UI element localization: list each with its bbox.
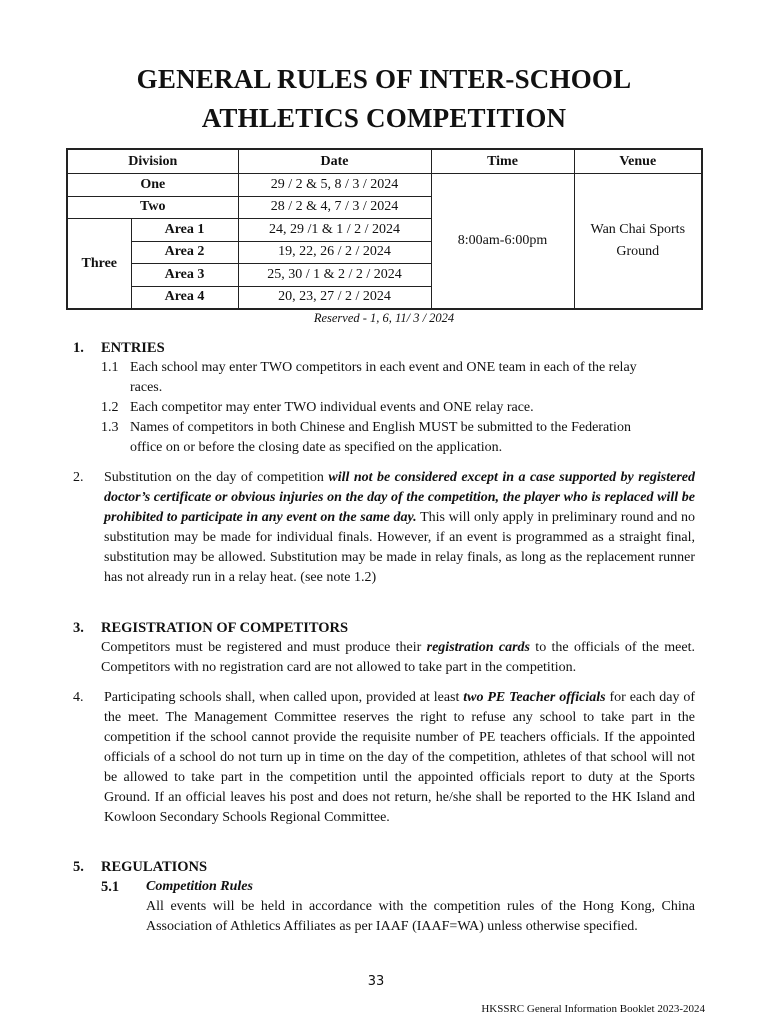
reserved-dates-note: Reserved - 1, 6, 11/ 3 / 2024 <box>313 311 455 325</box>
section-4-number: 4. <box>73 690 84 705</box>
item-1-1-text <box>130 358 700 398</box>
area-label: Area 1 <box>131 219 238 242</box>
division-one: One <box>67 174 238 197</box>
header-division: Division <box>67 149 238 174</box>
venue-line-1: Wan Chai Sports <box>590 222 686 237</box>
section-2-emphasis: will not be considered except in a case supported by registered doctor’s certificate or obvious injuries on the day of the competition, the player who is replaced will be prohibited to participate in any event on the same day. <box>104 470 695 525</box>
section-3-text-c: to the officials of the meet. Competitors with no registration card are not allowed to take part in the competition. <box>101 640 696 675</box>
header-time: Time <box>431 149 574 174</box>
section-3-number: 3. <box>73 620 84 636</box>
table-row <box>67 174 702 197</box>
item-1-1-line1: Each school may enter TWO competitors in each event and ONE team in each of the relay <box>130 360 637 375</box>
page-title-line-2: ATHLETICS COMPETITION <box>201 103 567 133</box>
section-3-heading: REGISTRATION OF COMPETITORS <box>101 620 349 636</box>
section-2-text-a: Substitution on the day of competition <box>104 470 329 485</box>
page-title-line-1: GENERAL RULES OF INTER-SCHOOL <box>136 64 632 94</box>
date-one: 29 / 2 & 5, 8 / 3 / 2024 <box>238 174 431 197</box>
page-number: 33 <box>367 974 385 989</box>
area-date: 24, 29 /1 & 1 / 2 / 2024 <box>238 219 431 242</box>
division-three: Three <box>67 219 131 310</box>
area-date: 20, 23, 27 / 2 / 2024 <box>238 286 431 309</box>
section-2-paragraph <box>104 468 695 588</box>
item-1-1-number: 1.1 <box>101 360 119 375</box>
subsection-5-1-heading: Competition Rules <box>146 879 253 894</box>
section-4-text-c: for each day of the meet. The Management Committee reserves the right to refuse any school to take part in the competition if the school cannot provide the requisite number of PE teachers officials. If the appointed officials of a school do not turn up in time on the day of the competition, athletes of that school will not be allowed to take part in the competition until the appointed officials report to duty at the Sports Ground. If an official leaves his post and does not return, he/she shall be reported to the HK Island and Kowloon Secondary Schools Regional Committee. <box>104 690 696 825</box>
subsection-5-1-number: 5.1 <box>101 879 120 895</box>
table-header-row <box>67 149 702 174</box>
footer-text: HKSSRC General Information Booklet 2023-2024 <box>481 1003 705 1015</box>
section-4-emphasis: two PE Teacher officials <box>463 690 606 705</box>
item-1-3-line1: Names of competitors in both Chinese and English MUST be submitted to the Federation <box>130 420 631 435</box>
item-1-3-number: 1.3 <box>101 420 119 435</box>
schedule-table <box>66 148 703 310</box>
venue-line-2: Ground <box>616 244 660 259</box>
item-1-3-text <box>130 418 700 458</box>
header-date: Date <box>238 149 431 174</box>
section-3-emphasis: registration cards <box>426 640 530 655</box>
area-date: 19, 22, 26 / 2 / 2024 <box>238 241 431 264</box>
subsection-5-1-paragraph: All events will be held in accordance with the competition rules of the Hong Kong, China Association of Athletics Affiliates as per IAAF (IAAF=WA) unless otherwise specified. <box>146 899 695 934</box>
header-venue: Venue <box>574 149 702 174</box>
section-4-paragraph <box>104 688 695 828</box>
item-1-3-line2: office on or before the closing date as specified on the application. <box>130 440 503 455</box>
item-1-1-line2: races. <box>130 380 163 395</box>
time-cell: 8:00am-6:00pm <box>431 174 574 310</box>
section-2-number: 2. <box>73 470 84 485</box>
section-2-text-c: This will only apply in preliminary round and no substitution may be made for individual finals. However, if an event is programmed as a straight final, substitution may be allowed. Substitution may be made in relay finals, as long as the replacement runner has not already run in a relay heat. (see note 1.2) <box>104 510 695 585</box>
item-1-2-number: 1.2 <box>101 400 119 415</box>
venue-cell <box>574 174 702 310</box>
division-two: Two <box>67 196 238 219</box>
section-1-heading: ENTRIES <box>101 340 165 356</box>
date-two: 28 / 2 & 4, 7 / 3 / 2024 <box>238 196 431 219</box>
item-1-2-text: Each competitor may enter TWO individual events and ONE relay race. <box>130 400 534 415</box>
section-4-text-a: Participating schools shall, when called upon, provided at least <box>104 690 464 705</box>
section-5-heading: REGULATIONS <box>101 859 208 875</box>
section-5-number: 5. <box>73 859 84 875</box>
area-label: Area 4 <box>131 286 238 309</box>
section-3-text-a: Competitors must be registered and must produce their <box>101 640 427 655</box>
area-label: Area 2 <box>131 241 238 264</box>
section-1-number: 1. <box>73 340 84 356</box>
area-label: Area 3 <box>131 264 238 287</box>
section-3-paragraph <box>101 638 695 678</box>
area-date: 25, 30 / 1 & 2 / 2 / 2024 <box>238 264 431 287</box>
